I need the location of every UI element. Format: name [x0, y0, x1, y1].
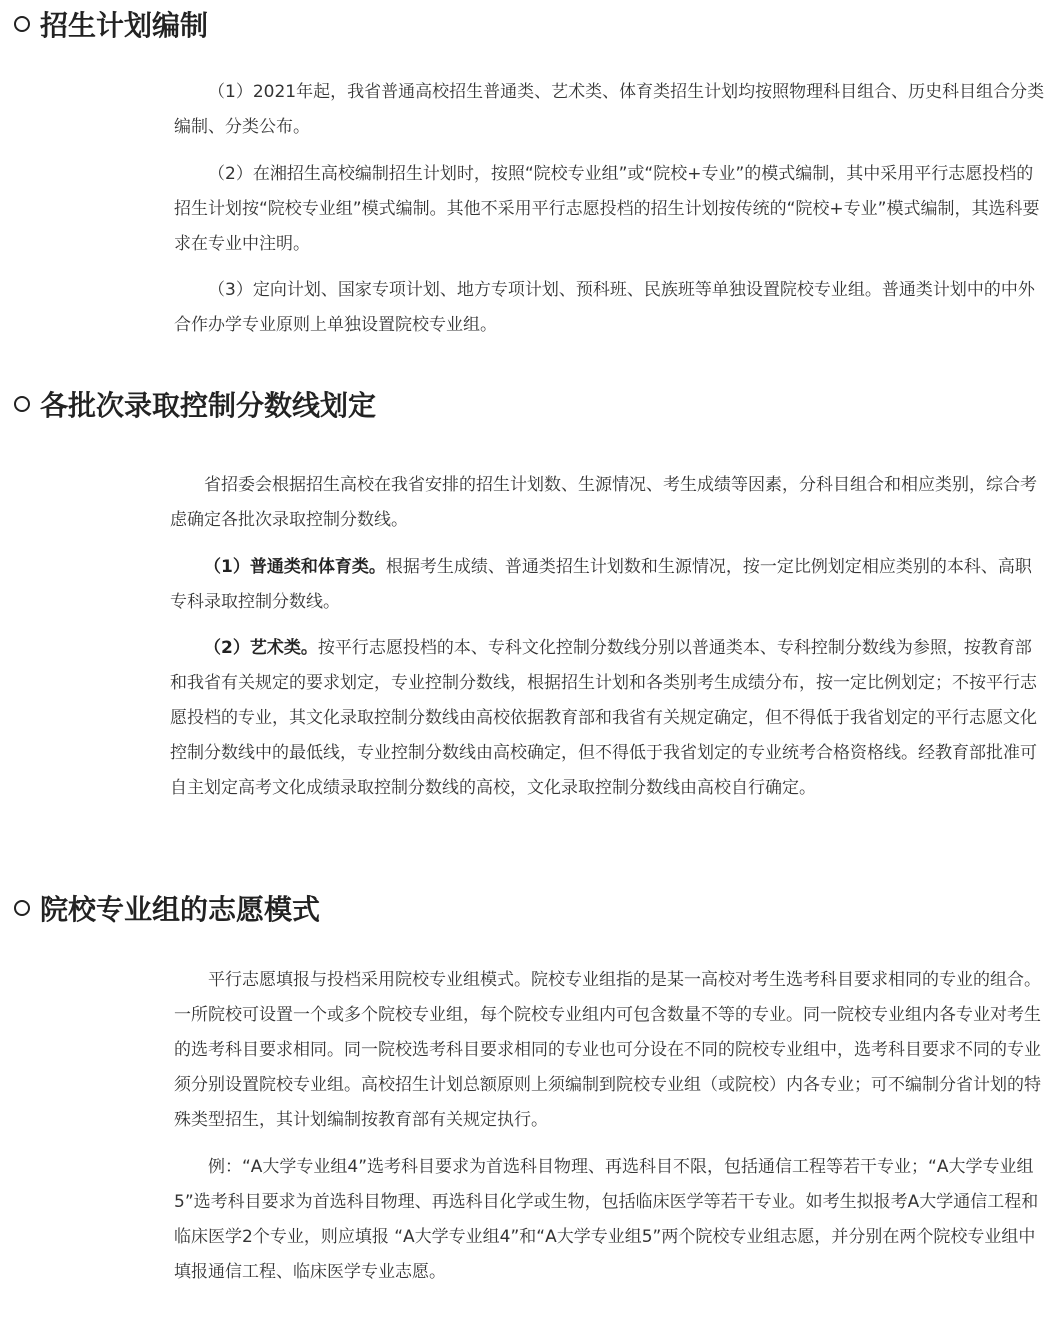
paragraph — [170, 550, 1044, 620]
section-heading-volunteer-mode — [14, 892, 320, 928]
paragraph: （2）在湘招生高校编制招生计划时，按照“院校专业组”或“院校+专业”的模式编制，其中采用平行志愿投档的招生计划按“院校专业组”模式编制。其他不采用平行志愿投档的招生计划按传统的“院校+专业”模式编制，其选科要求在专业中注明。 — [174, 164, 1040, 254]
section-heading-text: 院校专业组的志愿模式 — [40, 893, 321, 926]
paragraph: 例：“A大学专业组4”选考科目要求为首选科目物理、再选科目不限，包括通信工程等若干专业；“A大学专业组5”选考科目要求为首选科目物理、再选科目化学或生物，包括临床医学等若干专业。如考生拟报考A大学通信工程和临床医学2个专业，则应填报 “A大学专业组4”和“A大学专业组5”两个院校专业组志愿，并分别在两个院校专业组中填报通信工程、临床医学专业志愿。 — [174, 1157, 1039, 1282]
item-text: 按平行志愿投档的本、专科文化控制分数线分别以普通类本、专科控制分数线为参照，按教育部和我省有关规定的要求划定，专业控制分数线，根据招生计划和各类别考生成绩分布，按一定比例划定；不按平行志愿投档的专业，其文化录取控制分数线由高校依据教育部和我省有关规定确定，但不得低于我省划定的平行志愿文化控制分数线中的最低线，专业控制分数线由高校确定，但不得低于我省划定的专业统考合格资格线。经教育部批准可自主划定高考文化成绩录取控制分数线的高校，文化录取控制分数线由高校自行确定。 — [170, 638, 1037, 798]
circle-bullet-icon — [14, 16, 30, 32]
paragraph: 省招委会根据招生高校在我省安排的招生计划数、生源情况、考生成绩等因素，分科目组合和相应类别，综合考虑确定各批次录取控制分数线。 — [170, 475, 1037, 530]
section-heading-score-lines — [14, 388, 376, 424]
circle-bullet-icon — [14, 900, 30, 916]
paragraph: （3）定向计划、国家专项计划、地方专项计划、预科班、民族班等单独设置院校专业组。普通类计划中的中外合作办学专业原则上单独设置院校专业组。 — [174, 280, 1035, 335]
paragraph: 平行志愿填报与投档采用院校专业组模式。院校专业组指的是某一高校对考生选考科目要求相同的专业的组合。一所院校可设置一个或多个院校专业组，每个院校专业组内可包含数量不等的专业。同一院校专业组内各专业对考生的选考科目要求相同。同一院校选考科目要求相同的专业也可分设在不同的院校专业组中，选考科目要求不同的专业须分别设置院校专业组。高校招生计划总额原则上须编制到院校专业组（或院校）内各专业；可不编制分省计划的特殊类型招生，其计划编制按教育部有关规定执行。 — [174, 970, 1041, 1130]
item-label: （1）普通类和体育类。 — [204, 557, 386, 577]
section-heading-text: 各批次录取控制分数线划定 — [40, 389, 377, 422]
section-heading-enrollment-plan — [14, 8, 208, 44]
paragraph: （1）2021年起，我省普通高校招生普通类、艺术类、体育类招生计划均按照物理科目组合、历史科目组合分类编制、分类公布。 — [174, 82, 1045, 137]
section-heading-text: 招生计划编制 — [40, 9, 209, 42]
circle-bullet-icon — [14, 396, 30, 412]
paragraph — [170, 631, 1044, 806]
item-text: 根据考生成绩、普通类招生计划数和生源情况，按一定比例划定相应类别的本科、高职专科录取控制分数线。 — [170, 557, 1032, 612]
item-label: （2）艺术类。 — [204, 638, 318, 658]
